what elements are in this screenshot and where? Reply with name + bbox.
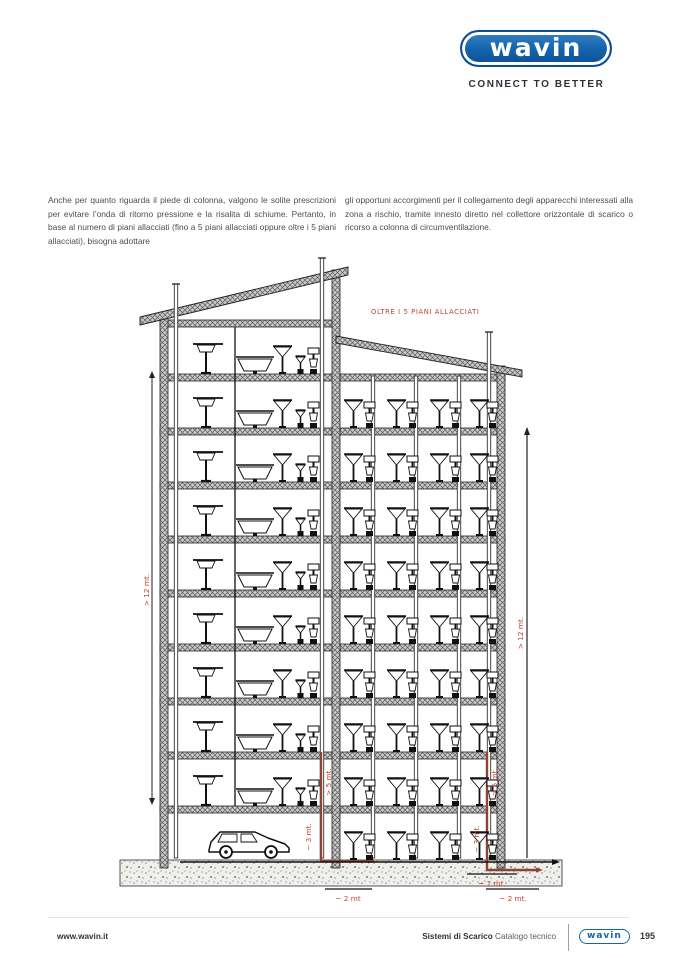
footer-website-link[interactable]: www.wavin.it — [57, 932, 109, 941]
dim-right-base-height: ~ 3 mt. — [472, 825, 481, 853]
footer-wavin-logo: wavin — [579, 929, 630, 944]
footer-doc-title — [340, 932, 556, 941]
dim-left-risk-zone: > 5 mt. — [324, 768, 333, 796]
diagram-title-label: OLTRE I 5 PIANI ALLACCIATI — [371, 308, 480, 316]
footer-doc-title-bold: Sistemi di Scarico — [422, 932, 493, 941]
wavin-logo-text: wavin — [489, 33, 583, 62]
footer-doc-title-regular: Catalogo tecnico — [492, 932, 556, 941]
dim-left-building-height: > 12 mt. — [142, 573, 151, 607]
footer-vertical-divider — [568, 924, 569, 951]
dim-right-building-height: > 12 mt. — [516, 616, 525, 650]
dim-left-collector-offset: ~ 2 mt — [335, 894, 361, 903]
dim-right-collector-offset-1: ~ 1 mt. — [478, 879, 506, 888]
dim-right-collector-offset-2: ~ 2 mt. — [499, 894, 527, 903]
footer-page-number: 195 — [640, 931, 656, 941]
brand-tagline: CONNECT TO BETTER — [468, 79, 605, 90]
footer-divider-line — [48, 917, 629, 918]
dim-left-base-height: ~ 3 mt. — [304, 823, 313, 851]
intro-paragraph-right: gli opportuni accorgimenti per il collegamento degli apparecchi interessati alla zona a rischio, tramite innesto diretto nel collettore orizzontale di scarico o ricorso a colonna di circumventilazione. — [345, 195, 633, 233]
dim-right-risk-zone: > 5 mt. — [490, 768, 499, 796]
intro-paragraph-left: Anche per quanto riguarda il piede di colonna, valgono le solite prescrizioni per evitare l’onda di ritorno pressione e la risalita di schiume. Pertanto, in base al numero di piani allacciati (fino a 5 piani allacciati oppure oltre i 5 piani allacciati), bisogna adottare — [48, 195, 336, 246]
